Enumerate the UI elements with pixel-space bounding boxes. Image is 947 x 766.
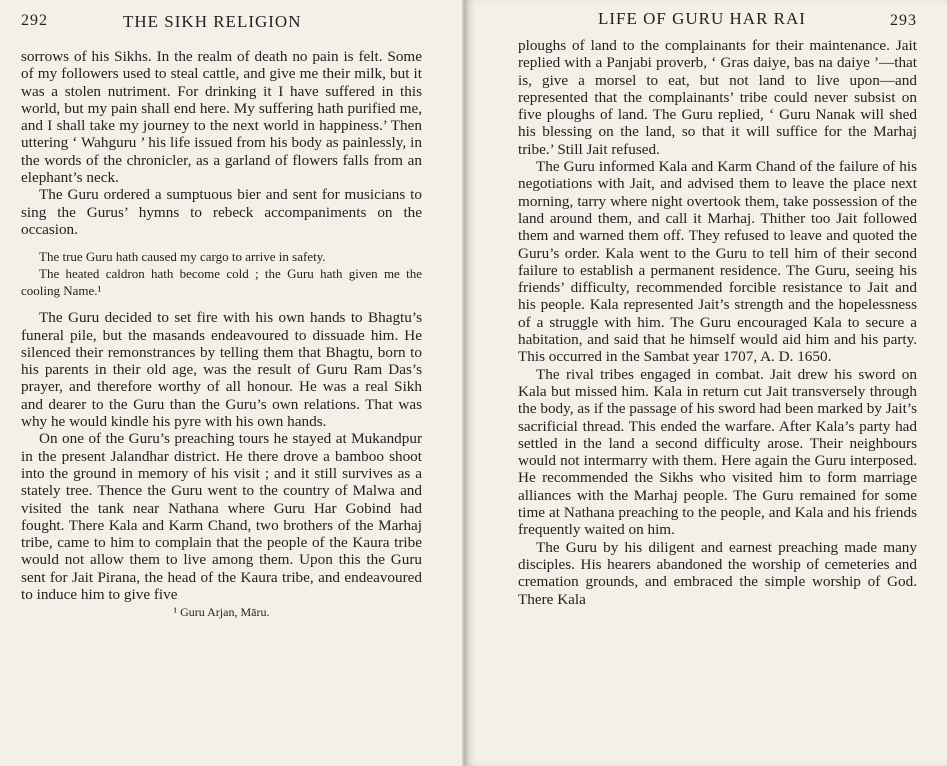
paragraph: On one of the Guru’s preaching tours he stayed at Mukandpur in the present Jalandhar district. He there drove a bamboo shoot into the ground in memory of his visit ; and it still survives as a stately tree. Thence the Guru went to the country of Malwa and visited the tank near Nathana where Guru Har Gobind had fought. There Kala and Karm Chand, two brothers of the Marhaj tribe, came to him to complain that the people of the Kaura tribe would not allow them to live among them. Upon this the Guru sent for Jait Pirana, the head of the Kaura tribe, and endeavoured to induce him to give five	[21, 430, 422, 604]
right-page-number: 293	[890, 12, 917, 29]
paragraph: The Guru informed Kala and Karm Chand of the failure of his negotiations with Jait, and advised them to leave the place next morning, tarry where night overtook them, take possession of the land around them, and call it Marhaj. Thither too Jait followed them and warned them off. They refused to leave and quoted the Guru’s order. Kala went to the Guru to tell him of their second failure to establish a permanent residence. The Guru, seeing his friends’ difficulty, recommended forcible resistance to Jait and his people. Kala represented Jait’s strength and the hopelessness of a struggle with him. The Guru encouraged Kala to secure a habitation, and said that he himself would aid him and his party. This occurred in the Sambat year 1707, A. D. 1650.	[518, 158, 917, 366]
right-running-head: LIFE OF GURU HAR RAI	[598, 9, 806, 28]
paragraph: The Guru by his diligent and earnest preaching made many disciples. His hearers abandoned the worship of cemeteries and cremation grounds, and embraced the simple worship of God. There Kala	[518, 538, 917, 608]
right-page	[466, 0, 947, 766]
left-running-head: THE SIKH RELIGION	[123, 12, 302, 31]
paragraph: The Guru decided to set fire with his own hands to Bhagtu’s funeral pile, but the masands endeavoured to dissuade him. He silenced their remonstrances by telling them that Bhagtu, born to his parents in their old age, was the result of Guru Ram Das’s prayer, and therefore worthy of all honour. He was a real Sikh and dearer to the Guru than the Guru’s own relations. That was why he would kindle his pyre with his own hands.	[21, 309, 422, 431]
verse-quote	[21, 248, 422, 299]
footnote: ¹ Guru Arjan, Māru.	[173, 605, 270, 620]
paragraph: The Guru ordered a sumptuous bier and sent for musicians to sing the Gurus’ hymns to rebeck accompaniments on the occasion.	[21, 186, 422, 238]
left-page-number: 292	[21, 12, 48, 29]
paragraph: The rival tribes engaged in combat. Jait drew his sword on Kala but missed him. Kala in return cut Jait transversely through the body, as if the passage of his sword had been marked by Jait’s sacrificial thread. This ended the warfare. After Kala’s party had settled in the land a second difficulty arose. Their neighbours would not intermarry with them. Here again the Guru interposed. He recommended the Sikhs who visited him to form marriage alliances with the Marhaj people. The Guru remained for some time at Nathana preaching to the people, and Kala and his friends frequently waited on him.	[518, 365, 917, 539]
paragraph: sorrows of his Sikhs. In the realm of death no pain is felt. Some of my followers used to steal cattle, and give me their milk, but it was a stolen nutriment. For drinking it I have suffered in this world, but my pain shall end here. My suffering hath purified me, and I shall take my journey to the next world in happiness.’ Then uttering ‘ Wahguru ’ his life issued from his body as painlessly, in the words of the chronicler, as a garland of flowers falls from an elephant’s neck.	[21, 48, 422, 187]
left-page-header	[21, 10, 422, 34]
right-page-header	[518, 10, 917, 34]
left-page	[0, 0, 466, 766]
right-page-body	[518, 37, 917, 608]
left-page-body	[21, 48, 422, 620]
quote-line: The true Guru hath caused my cargo to arrive in safety.	[39, 249, 326, 265]
paragraph: ploughs of land to the complainants for their maintenance. Jait replied with a Panjabi proverb, ‘ Gras daiye, bas na daiye ’—that is, give a morsel to eat, but not land to live upon—and represented that the complainants’ tribe could never subsist on five ploughs of land. The Guru replied, ‘ Guru Nanak will shed his blessing on the land, so that it will suffice for the Marhaj tribe.’ Still Jait refused.	[518, 37, 917, 158]
quote-line: The heated caldron hath become cold ; the Guru hath given me the cooling Name.¹	[21, 266, 422, 299]
